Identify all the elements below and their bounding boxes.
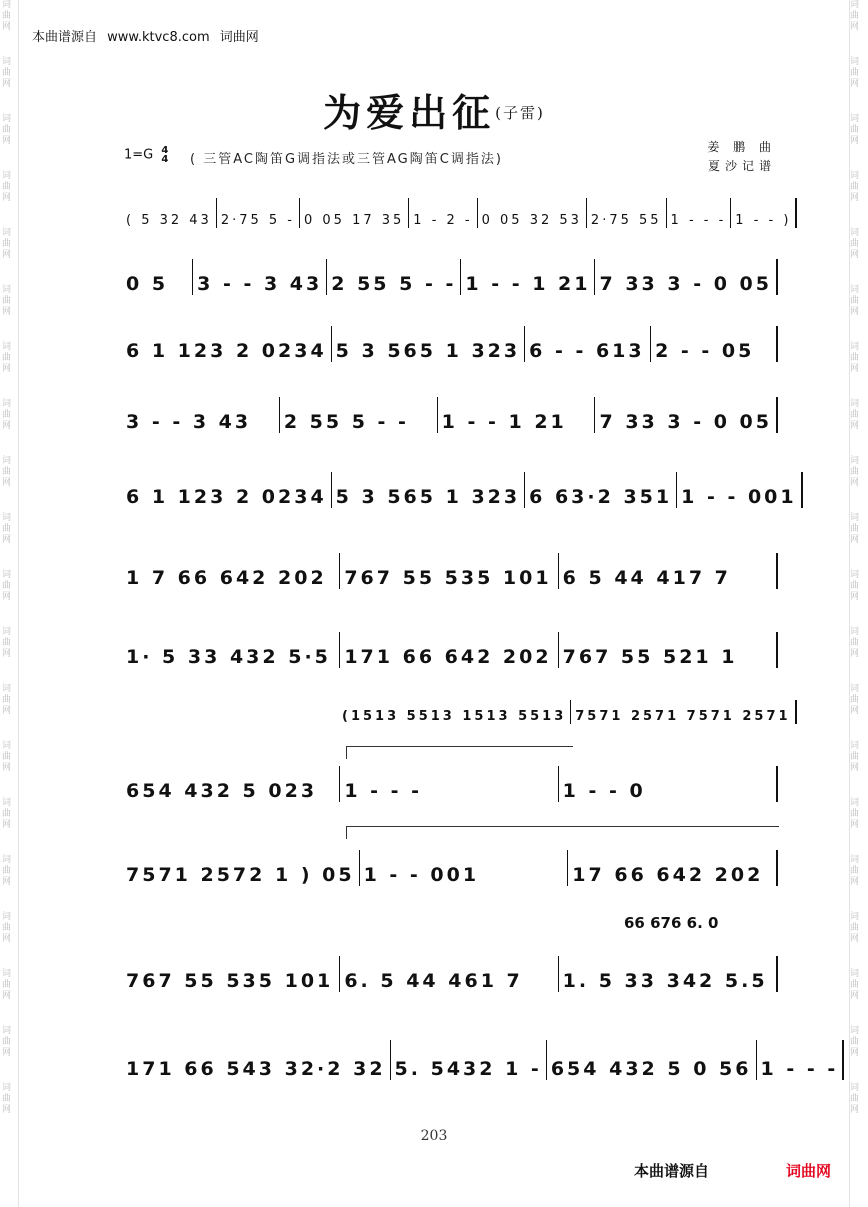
alternate-melody-line: 66 676 6. 0 [624,914,719,932]
watermark-text: 词曲网 [850,798,860,830]
measure-notes: 3 - - 3 43 [126,411,252,433]
measure-notes: ( 5 32 43 [126,213,212,228]
watermark-text: 词曲网 [850,57,860,89]
measure [757,1040,845,1080]
watermark-text: 词曲网 [2,912,12,944]
measure-notes: 5. 5432 1 - [394,1058,542,1080]
measure-notes: 1 - - 1 21 [441,411,567,433]
measure-notes: 1 - 2 - [413,213,473,228]
measure [587,198,667,228]
measure [547,1040,757,1080]
measure [438,397,596,433]
watermark-text: 词曲网 [850,627,860,659]
measure [122,850,360,886]
measure-notes: 1 - - 0 [562,780,646,802]
watermark-text: 词曲网 [2,399,12,431]
measure-notes: 767 55 535 101 [344,567,552,589]
measure-notes: 1 - - - [670,213,727,228]
measure-notes: 1 - - ) [735,213,792,228]
watermark-text: 词曲网 [2,285,12,317]
page-number: 203 [420,1128,448,1144]
measure-notes: 6 1 123 2 0234 [126,486,327,508]
measure-notes: 7 33 3 - 0 05 [599,273,772,295]
score-line [122,1040,839,1080]
measure [122,472,332,508]
watermark-text: 词曲网 [850,684,860,716]
measure-notes: 6 5 44 417 7 [562,567,731,589]
measure-notes: 1 - - - [760,1058,839,1080]
time-signature-bottom: 4 [161,154,169,165]
measure [478,198,587,228]
watermark-text: 词曲网 [2,0,12,32]
measure-notes: 0 5 [126,273,169,295]
score-line [122,632,778,668]
watermark-text: 词曲网 [850,342,860,374]
measure-notes: 1 - - 001 [363,864,480,886]
measure-notes: 1 - - 1 21 [465,273,591,295]
transcriber: 夏沙记谱 [707,159,776,173]
watermark-text: 词曲网 [2,627,12,659]
watermark-text: 词曲网 [850,1083,860,1115]
measure-notes: 17 66 642 202 [572,864,764,886]
watermark-text: 词曲网 [850,456,860,488]
score-line [122,397,778,433]
watermark-text: 词曲网 [850,855,860,887]
watermark-text: 词曲网 [2,741,12,773]
measure-notes: 2·75 5 - [220,213,295,228]
watermark-text: 词曲网 [850,399,860,431]
header-site-name: 词曲网 [219,30,259,45]
score-line [122,259,778,295]
score-line [122,956,778,992]
measure [193,259,327,295]
measure-notes: 654 432 5 0 56 [550,1058,752,1080]
measure [300,198,409,228]
measure [122,326,332,362]
measure [122,397,280,433]
measure [340,553,558,589]
measure [595,397,778,433]
composer: 姜 鹏 曲 [707,140,776,154]
measure [122,259,193,295]
time-signature-top: 4 [161,145,169,156]
measure-notes: 2 - - 05 [655,340,755,362]
measure [677,472,803,508]
measure-notes: 0 05 17 35 [304,213,405,228]
watermark-text: 词曲网 [2,57,12,89]
watermark-text: 词曲网 [850,171,860,203]
measure-notes: 2·75 55 [590,213,662,228]
measure [667,198,732,228]
measure [122,766,340,802]
score-line [338,700,791,724]
song-title-text: 为爱出征 [323,90,496,135]
watermark-text: 词曲网 [2,798,12,830]
fingering-note: ( 三管AC陶笛G调指法或三管AG陶笛C调指法) [190,152,503,167]
measure [559,632,778,668]
score-line [122,850,778,886]
measure [595,259,778,295]
measure [332,326,525,362]
score-line [122,198,792,228]
measure [122,632,340,668]
watermark-text: 词曲网 [2,684,12,716]
measure-notes: 2 55 5 - - [283,411,409,433]
measure-notes: 767 55 521 1 [562,646,738,668]
header-source-label: 本曲谱源自 [32,30,98,45]
watermark-text: 词曲网 [2,1026,12,1058]
watermark-text: 词曲网 [850,912,860,944]
watermark-text: 词曲网 [850,285,860,317]
score-line [122,766,778,802]
measure [461,259,595,295]
measure-notes: 654 432 5 023 [126,780,318,802]
measure-notes: 1 7 66 642 202 [126,567,327,589]
measure-notes: 6. 5 44 461 7 [344,970,523,992]
measure [525,472,677,508]
measure [571,700,796,724]
watermark-text: 词曲网 [2,171,12,203]
footer-brand[interactable]: 词曲网 [786,1162,832,1180]
measure [122,956,340,992]
watermark-text: 词曲网 [2,570,12,602]
measure-notes: 171 66 642 202 [344,646,552,668]
measure [360,850,569,886]
measure [338,700,571,724]
header-url-link[interactable]: www.ktvc8.com [107,30,210,45]
volta-bracket [346,826,779,839]
measure [122,198,217,228]
measure-notes: 1. 5 33 342 5.5 [562,970,768,992]
measure [340,766,558,802]
measure [559,956,778,992]
measure [280,397,438,433]
measure [340,632,558,668]
measure [409,198,477,228]
measure [122,1040,391,1080]
watermark-text: 词曲网 [850,969,860,1001]
measure-notes: 6 1 123 2 0234 [126,340,327,362]
measure [731,198,797,228]
measure-notes: 7 33 3 - 0 05 [599,411,772,433]
measure-notes: (1513 5513 1513 5513 [342,709,567,724]
measure [217,198,300,228]
measure-notes: 6 63·2 351 [529,486,673,508]
watermark-text: 词曲网 [2,513,12,545]
measure [568,850,778,886]
measure [327,259,461,295]
score-line [122,472,797,508]
watermark-text: 词曲网 [850,228,860,260]
measure [391,1040,547,1080]
watermark-text: 词曲网 [2,969,12,1001]
score-line [122,326,778,362]
measure-notes: 7571 2571 7571 2571 [575,709,791,724]
key-text: 1=G [124,147,154,163]
watermark-text: 词曲网 [2,114,12,146]
measure-notes: 6 - - 613 [529,340,645,362]
measure [332,472,525,508]
measure-notes: 171 66 543 32·2 32 [126,1058,386,1080]
measure-notes: 3 - - 3 43 [197,273,323,295]
measure-notes: 1· 5 33 432 5·5 [126,646,331,668]
volta-bracket [346,746,573,759]
measure [340,956,558,992]
measure-notes: 5 3 565 1 323 [335,486,521,508]
watermark-text: 词曲网 [850,114,860,146]
song-subtitle: (子雷) [495,104,545,122]
measure [651,326,778,362]
footer-source-label: 本曲谱源自 [634,1162,710,1180]
measure-notes: 1 - - 001 [681,486,797,508]
watermark-text: 词曲网 [850,570,860,602]
measure [122,553,340,589]
watermark-text: 词曲网 [2,228,12,260]
watermark-text: 词曲网 [850,0,860,32]
measure [525,326,651,362]
watermark-text: 词曲网 [2,1083,12,1115]
score-line [122,553,778,589]
watermark-text: 词曲网 [2,456,12,488]
measure-notes: 0 05 32 53 [481,213,582,228]
watermark-text: 词曲网 [2,342,12,374]
measure-notes: 2 55 5 - - [331,273,457,295]
watermark-text: 词曲网 [850,1026,860,1058]
watermark-text: 词曲网 [850,741,860,773]
measure-notes: 7571 2572 1 ) 05 [126,864,355,886]
measure [559,766,778,802]
measure-notes: 1 - - - [344,780,423,802]
watermark-text: 词曲网 [2,855,12,887]
measure [559,553,778,589]
measure-notes: 767 55 535 101 [126,970,334,992]
measure-notes: 5 3 565 1 323 [335,340,521,362]
watermark-text: 词曲网 [850,513,860,545]
